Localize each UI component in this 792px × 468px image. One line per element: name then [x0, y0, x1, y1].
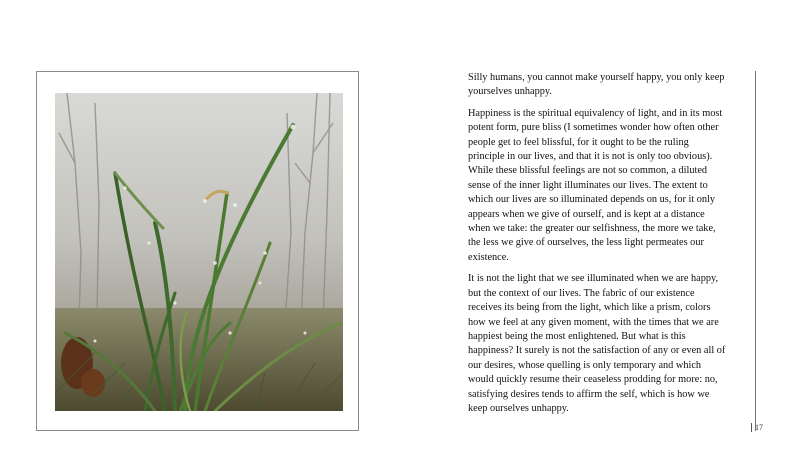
photo-frame — [36, 71, 359, 431]
margin-rule — [755, 71, 756, 431]
grass-photo-icon — [55, 93, 343, 411]
article-text — [468, 71, 726, 423]
page-number: 17 — [751, 423, 763, 432]
frosted-grass-photo — [55, 93, 343, 411]
paragraph: Happiness is the spiritual equivalency of light, and in its most potent form, pure bliss (I sometimes wonder how often other people get to feel blissful, for it ought to be the ruling principle in our lives, and that it is not is only too obvious). While these blissful feelings are not so common, a diluted sense of the inner light illuminates our lives. The extent to which our lives are so illuminated depends on us, for it only appears when we give of ourself, and is kept at a distance when we take: the greater our selfishness, the more we take, the less we give of ourselves, the less light permeates our existence. — [468, 107, 723, 263]
paragraph: Silly humans, you cannot make yourself happy, you only keep yourselves unhappy. — [468, 72, 725, 98]
paragraph: It is not the light that we see illuminated when we are happy, but the context of our lives. The fabric of our existence receives its being from the light, which like a prism, colors how we feel at any given moment, with the times that we are happiest being the most enlightened. But what is this happiness? It surely is not the satisfaction of any or even all of our desires, whose quelling is only temporary and which would quickly resume their ceaseless prodding for more: no, satisfying desires tends to affirm the self, which is how we keep ourselves unhappy. — [468, 273, 726, 414]
